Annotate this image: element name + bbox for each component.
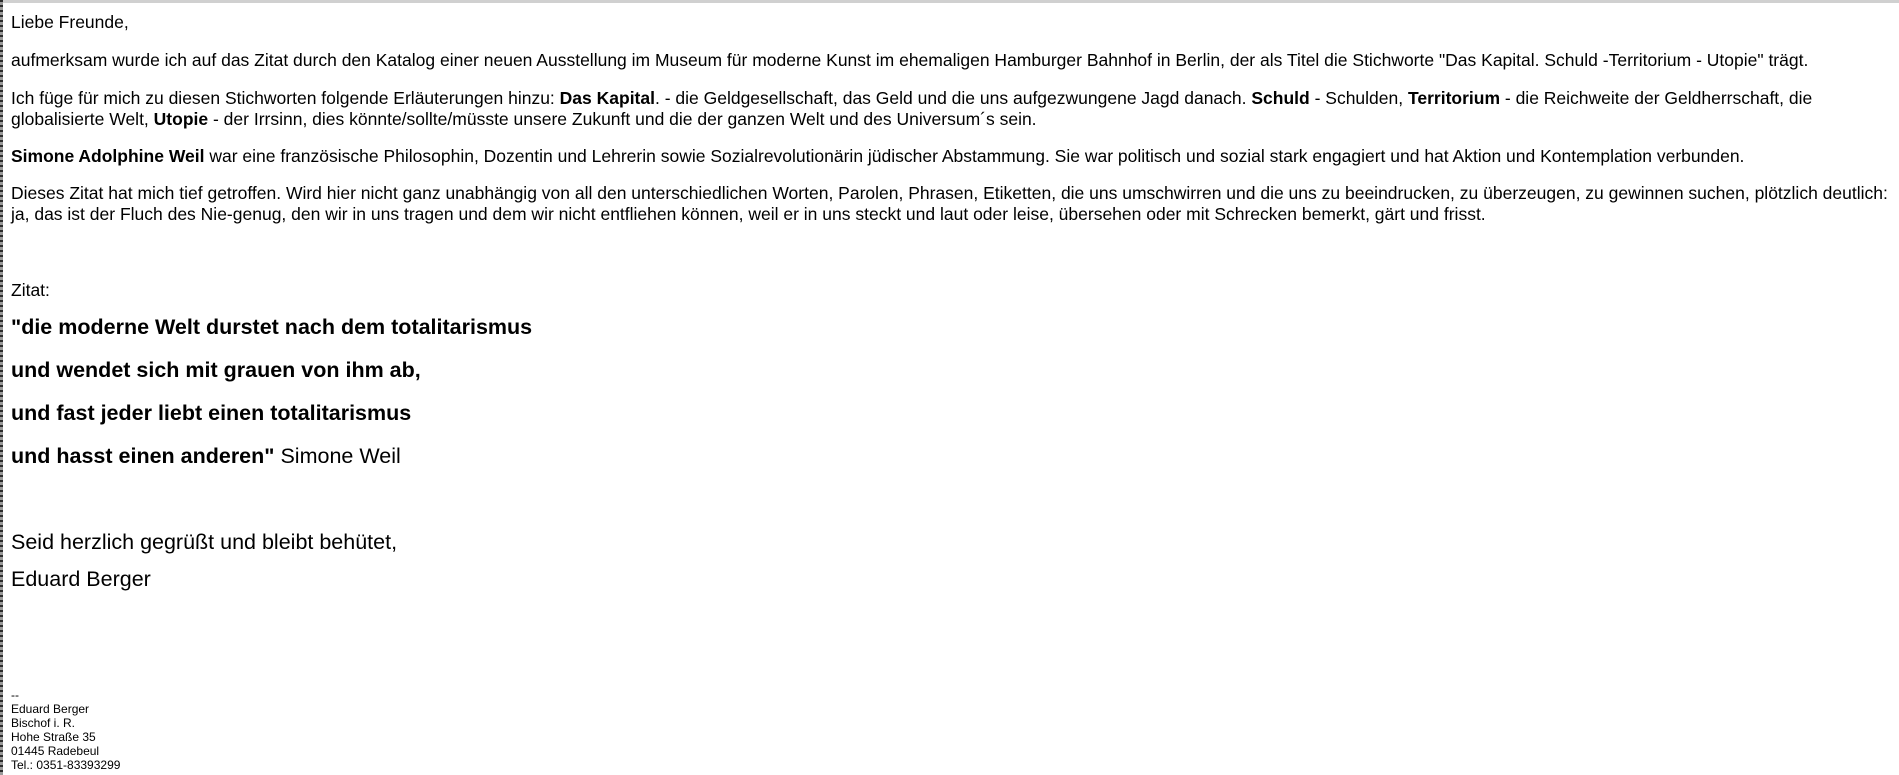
quote-line: und wendet sich mit grauen von ihm ab,	[11, 358, 421, 382]
quote-line: und fast jeder liebt einen totalitarismus	[11, 401, 412, 425]
email-signature	[11, 688, 120, 772]
left-window-edge	[0, 0, 3, 775]
quote-author: Simone Weil	[274, 444, 401, 468]
notes-text-3: - die Reichweite der Geldherrschaft, die globalisierte Welt,	[11, 88, 1813, 129]
email-body	[11, 12, 1889, 592]
bio-text: war eine französische Philosophin, Dozentin und Lehrerin sowie Sozialrevolutionärin jüdischer Abstammung. Sie war politisch und sozial stark engagiert und hat Aktion und Kontemplation verbunden.	[204, 146, 1745, 166]
term-territorium: Territorium	[1407, 88, 1501, 108]
notes-text-2: - Schulden,	[1309, 88, 1408, 108]
term-das-kapital: Das Kapital	[559, 88, 655, 108]
term-utopie: Utopie	[153, 109, 209, 129]
closing-name: Eduard Berger	[11, 567, 151, 591]
quote-line-text: und hasst einen anderen"	[11, 444, 275, 468]
bio-name: Simone Adolphine Weil	[11, 146, 205, 166]
signature-line: Hohe Straße 35	[11, 730, 96, 744]
greeting-line: Liebe Freunde,	[11, 12, 129, 32]
notes-text-4: - der Irrsinn, dies könnte/sollte/müsste unsere Zukunft und die der ganzen Welt und des Universum´s sein.	[208, 109, 1037, 129]
signature-line: 01445 Radebeul	[11, 744, 100, 758]
signature-separator: --	[11, 688, 19, 702]
intro-paragraph: aufmerksam wurde ich auf das Zitat durch den Katalog einer neuen Ausstellung im Museum für moderne Kunst im ehemaligen Hamburger Bahnhof in Berlin, der als Titel die Stichworte "Das Kapital. Schuld -Territorium - Utopie" trägt.	[11, 50, 1809, 70]
quote-label: Zitat:	[11, 280, 50, 300]
closing-greeting: Seid herzlich gegrüßt und bleibt behütet,	[11, 530, 398, 554]
top-border	[0, 0, 1899, 3]
reflection-paragraph: Dieses Zitat hat mich tief getroffen. Wird hier nicht ganz unabhängig von all den unterschiedlichen Worten, Parolen, Phrasen, Etiketten, die uns umschwirren und die uns zu beeindrucken, zu überzeugen, zu gewinnen suchen, plötzlich deutlich: ja, das ist der Fluch des Nie-genug, den wir in uns tragen und dem wir nicht entfliehen können, weil er in uns steckt und laut oder leise, übersehen oder mit Schrecken bemerkt, gärt und frisst.	[11, 183, 1888, 224]
signature-line: Tel.: 0351-83393299	[11, 758, 121, 772]
notes-paragraph	[11, 88, 1889, 130]
quote-line: "die moderne Welt durstet nach dem totalitarismus	[11, 315, 533, 339]
quote-line-last	[11, 443, 1889, 469]
notes-text-1: . - die Geldgesellschaft, das Geld und die uns aufgezwungene Jagd danach.	[654, 88, 1252, 108]
signature-line: Bischof i. R.	[11, 716, 76, 730]
term-schuld: Schuld	[1251, 88, 1310, 108]
spacer	[11, 225, 1889, 280]
bio-paragraph	[11, 146, 1889, 167]
notes-lead: Ich füge für mich zu diesen Stichworten folgende Erläuterungen hinzu:	[11, 88, 560, 108]
signature-line: Eduard Berger	[11, 702, 90, 716]
